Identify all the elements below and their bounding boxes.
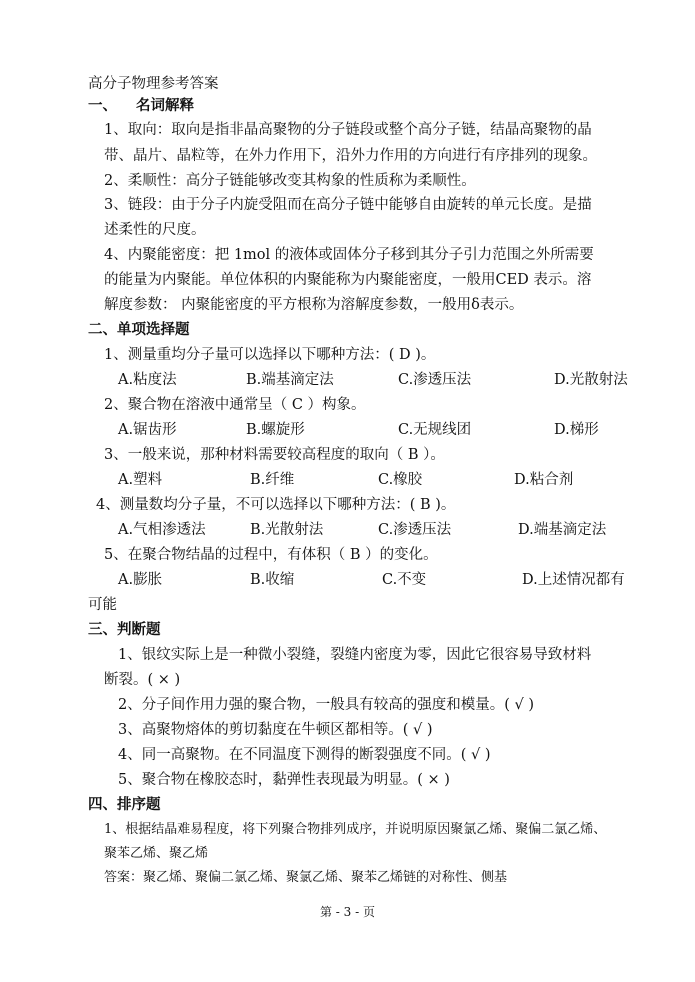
section3-line: 1、银纹实际上是一种微小裂缝，裂缝内密度为零，因此它很容易导致材料 [118,647,592,663]
option: C.橡胶 [378,472,423,488]
section1-line: 带、晶片、晶粒等，在外力作用下，沿外力作用的方向进行有序排列的现象。 [104,148,597,164]
section2-heading: 二、单项选择题 [88,321,190,338]
option: D.粘合剂 [514,472,574,488]
section1-line: 1、取向：取向是指非晶高聚物的分子链段或整个高分子链，结晶高聚物的晶 [104,122,592,138]
option: C.无规线团 [398,422,472,438]
option: B.纤维 [250,472,295,488]
section1-number: 一、 [88,97,117,114]
option: B.端基滴定法 [246,372,334,388]
question: 2、聚合物在溶液中通常呈（ C ）构象。 [104,397,366,413]
section1-line: 解度参数： 内聚能密度的平方根称为溶解度参数，一般用δ表示。 [104,297,524,313]
section3-line: 5、聚合物在橡胶态时，黏弹性表现最为明显。( × ) [118,772,450,788]
option-wrap: 可能 [88,597,117,613]
section1-line: 述柔性的尺度。 [104,222,206,238]
option: A.锯齿形 [118,422,177,438]
section3-line: 断裂。( × ) [104,672,181,688]
option: C.渗透压法 [398,372,472,388]
section4-line: 聚苯乙烯、聚乙烯 [104,846,209,861]
option: A.粘度法 [118,372,177,388]
option: B.收缩 [250,572,295,588]
section1-line: 3、链段：由于分子内旋受阻而在高分子链中能够自由旋转的单元长度。是描 [104,197,592,213]
document-title: 高分子物理参考答案 [88,76,219,92]
option: A.膨胀 [118,572,163,588]
option: B.螺旋形 [246,422,305,438]
section3-heading: 三、判断题 [88,621,161,638]
section1-line: 的能量为内聚能。单位体积的内聚能称为内聚能密度，一般用CED 表示。溶 [104,272,592,288]
section3-line: 4、同一高聚物。在不同温度下测得的断裂强度不同。( √ ) [118,747,491,763]
option: B.光散射法 [250,522,324,538]
option: D.光散射法 [554,372,628,388]
option: C.不变 [382,572,427,588]
page-number: 第 - 3 - 页 [319,905,375,919]
option: D.端基滴定法 [518,522,607,538]
question: 5、在聚合物结晶的过程中，有体积（ B ）的变化。 [104,547,438,563]
section3-line: 2、分子间作用力强的聚合物，一般具有较高的强度和模量。( √ ) [118,697,534,713]
section4-line: 1、根据结晶难易程度，将下列聚合物排列成序，并说明原因聚氯乙烯、聚偏二氯乙烯、 [104,822,607,837]
section1-heading: 名词解释 [136,97,194,114]
question: 1、测量重均分子量可以选择以下哪种方法：( D )。 [104,347,436,363]
question: 4、测量数均分子量，不可以选择以下哪种方法：( B )。 [96,497,456,513]
section1-line: 4、内聚能密度：把 1mol 的液体或固体分子移到其分子引力范围之外所需要 [104,247,594,263]
section1-line: 2、柔顺性：高分子链能够改变其构象的性质称为柔顺性。 [104,173,476,189]
section3-line: 3、高聚物熔体的剪切黏度在牛顿区都相等。( √ ) [118,722,433,738]
option: A.气相渗透法 [118,522,206,538]
option: D.梯形 [554,422,599,438]
option: A.塑料 [118,472,163,488]
option: C.渗透压法 [378,522,452,538]
option: D.上述情况都有 [522,572,625,588]
section4-line: 答案：聚乙烯、聚偏二氯乙烯、聚氯乙烯、聚苯乙烯链的对称性、侧基 [104,870,508,885]
question: 3、一般来说，那种材料需要较高程度的取向（ B ）。 [104,447,445,463]
section4-heading: 四、排序题 [88,796,161,813]
